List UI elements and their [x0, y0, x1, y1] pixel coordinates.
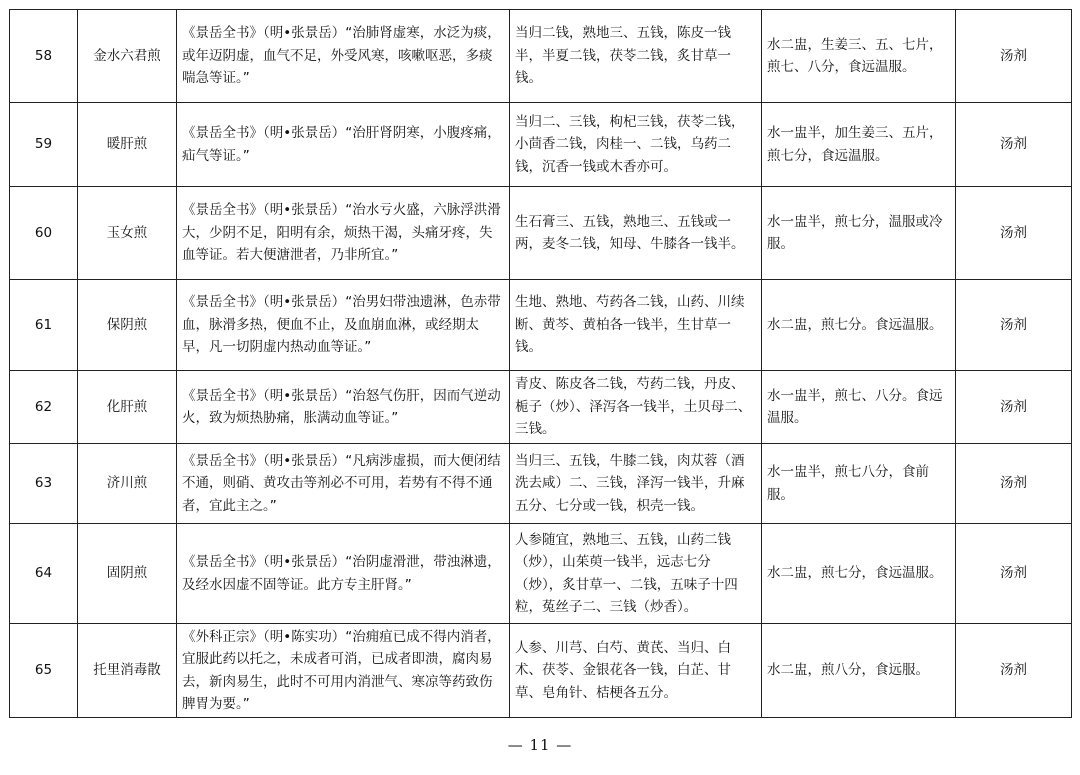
usage-text: 水二盅，煎七分，食远温服。: [762, 524, 956, 624]
usage-text: 水一盅半，煎七、八分。食远温服。: [762, 371, 956, 444]
prescription-name: 玉女煎: [78, 187, 177, 280]
prescription-name: 固阴煎: [78, 524, 177, 624]
usage-text: 水二盅，生姜三、五、七片，煎七、八分，食远温服。: [762, 10, 956, 103]
table-row: [10, 103, 1072, 187]
row-number: 59: [10, 103, 78, 187]
source-text: 《景岳全书》（明•张景岳）“治肺肾虚寒，水泛为痰，或年迈阴虚，血气不足，外受风寒，咳嗽呕恶，多痰喘急等证。”: [177, 10, 510, 103]
table-row: [10, 187, 1072, 280]
dosage-form: 汤剂: [956, 103, 1072, 187]
row-number: 60: [10, 187, 78, 280]
page-number: — 11 —: [507, 736, 573, 754]
prescription-name: 保阴煎: [78, 280, 177, 371]
row-number: 65: [10, 624, 78, 718]
usage-text: 水一盅半，煎七八分，食前服。: [762, 444, 956, 524]
source-text: 《景岳全书》（明•张景岳）“治男妇带浊遗淋，色赤带血，脉滑多热，便血不止，及血崩血淋，或经期太早，凡一切阴虚内热动血等证。”: [177, 280, 510, 371]
table-row: [10, 444, 1072, 524]
usage-text: 水二盅，煎八分，食远服。: [762, 624, 956, 718]
table-row: [10, 280, 1072, 371]
row-number: 61: [10, 280, 78, 371]
ingredients-text: 人参随宜，熟地三、五钱，山药二钱（炒），山茱萸一钱半，远志七分（炒），炙甘草一、二钱，五味子十四粒，菟丝子二、三钱（炒香）。: [510, 524, 762, 624]
prescription-name: 化肝煎: [78, 371, 177, 444]
dosage-form: 汤剂: [956, 371, 1072, 444]
row-number: 58: [10, 10, 78, 103]
ingredients-text: 当归二、三钱，枸杞三钱，茯苓二钱，小茴香二钱，肉桂一、二钱，乌药二钱，沉香一钱或木香亦可。: [510, 103, 762, 187]
prescription-name: 托里消毒散: [78, 624, 177, 718]
table-row: [10, 624, 1072, 718]
row-number: 64: [10, 524, 78, 624]
table-row: [10, 10, 1072, 103]
source-text: 《景岳全书》（明•张景岳）“治肝肾阴寒，小腹疼痛，疝气等证。”: [177, 103, 510, 187]
source-text: 《景岳全书》（明•张景岳）“凡病涉虚损，而大便闭结不通，则硝、黄攻击等剂必不可用，若势有不得不通者，宜此主之。”: [177, 444, 510, 524]
dosage-form: 汤剂: [956, 624, 1072, 718]
prescription-name: 暖肝煎: [78, 103, 177, 187]
dosage-form: 汤剂: [956, 280, 1072, 371]
ingredients-text: 生地、熟地、芍药各二钱，山药、川续断、黄芩、黄柏各一钱半，生甘草一钱。: [510, 280, 762, 371]
dosage-form: 汤剂: [956, 444, 1072, 524]
usage-text: 水一盅半，加生姜三、五片，煎七分，食远温服。: [762, 103, 956, 187]
table-row: [10, 524, 1072, 624]
ingredients-text: 生石膏三、五钱，熟地三、五钱或一两，麦冬二钱，知母、牛膝各一钱半。: [510, 187, 762, 280]
prescription-table: [9, 9, 1072, 718]
prescription-name: 金水六君煎: [78, 10, 177, 103]
dosage-form: 汤剂: [956, 187, 1072, 280]
source-text: 《景岳全书》（明•张景岳）“治怒气伤肝，因而气逆动火，致为烦热胁痛，胀满动血等证。”: [177, 371, 510, 444]
dosage-form: 汤剂: [956, 10, 1072, 103]
prescription-name: 济川煎: [78, 444, 177, 524]
table-row: [10, 371, 1072, 444]
source-text: 《景岳全书》（明•张景岳）“治水亏火盛，六脉浮洪滑大，少阴不足，阳明有余，烦热干渴，头痛牙疼，失血等证。若大便溏泄者，乃非所宜。”: [177, 187, 510, 280]
ingredients-text: 青皮、陈皮各二钱，芍药二钱，丹皮、栀子（炒）、泽泻各一钱半，土贝母二、三钱。: [510, 371, 762, 444]
ingredients-text: 当归三、五钱，牛膝二钱，肉苁蓉（酒洗去咸）二、三钱，泽泻一钱半，升麻五分、七分或一钱，枳壳一钱。: [510, 444, 762, 524]
source-text: 《景岳全书》（明•张景岳）“治阴虚滑泄，带浊淋遗，及经水因虚不固等证。此方专主肝肾。”: [177, 524, 510, 624]
usage-text: 水一盅半，煎七分，温服或冷服。: [762, 187, 956, 280]
ingredients-text: 当归二钱，熟地三、五钱，陈皮一钱半，半夏二钱，茯苓二钱，炙甘草一钱。: [510, 10, 762, 103]
source-text: 《外科正宗》（明•陈实功）“治痈疽已成不得内消者，宜服此药以托之，未成者可消，已成者即溃，腐肉易去，新肉易生，此时不可用内消泄气、寒凉等药致伤脾胃为要。”: [177, 624, 510, 718]
usage-text: 水二盅，煎七分。食远温服。: [762, 280, 956, 371]
row-number: 62: [10, 371, 78, 444]
ingredients-text: 人参、川芎、白芍、黄芪、当归、白术、茯苓、金银花各一钱，白芷、甘草、皂角针、桔梗各五分。: [510, 624, 762, 718]
dosage-form: 汤剂: [956, 524, 1072, 624]
row-number: 63: [10, 444, 78, 524]
